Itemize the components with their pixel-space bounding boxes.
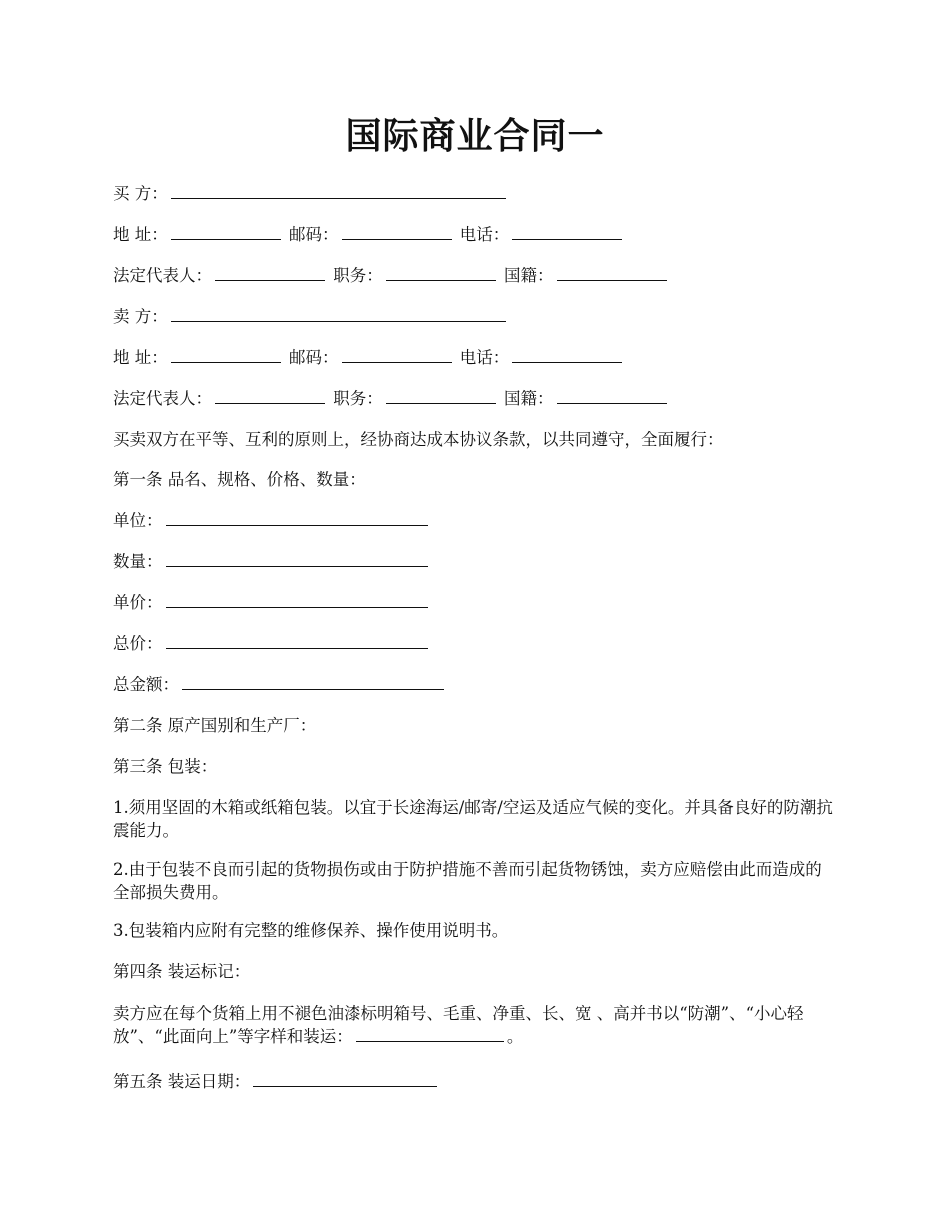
buyer-position-label: 职务： — [333, 266, 383, 285]
unit-price-blank — [166, 592, 428, 608]
seller-label: 卖 方： — [113, 307, 168, 326]
buyer-position-blank — [386, 265, 496, 281]
buyer-address-blank — [171, 224, 281, 240]
page-title: 国际商业合同一 — [345, 115, 605, 157]
buyer-line — [113, 183, 509, 205]
seller-nationality-blank — [557, 388, 667, 404]
buyer-rep-blank — [215, 265, 325, 281]
article3-heading: 第三条 包装： — [113, 757, 218, 776]
shipping-mark-blank — [356, 1026, 504, 1042]
seller-address-line — [113, 347, 625, 369]
buyer-label: 买 方： — [113, 184, 168, 203]
total-price-label: 总价： — [113, 634, 163, 653]
quantity-line — [113, 551, 431, 573]
shipping-mark-text: 卖方应在每个货箱上用不褪色油漆标明箱号、毛重、净重、长、宽 、高并书以“防潮”、“小心轻放”、“此面向上”等字样和装运： — [113, 1004, 804, 1046]
shipment-date-blank — [253, 1071, 437, 1087]
article4-heading: 第四条 装运标记： — [113, 962, 251, 981]
total-amount-label: 总金额： — [113, 675, 179, 694]
seller-postcode-blank — [342, 347, 452, 363]
seller-blank — [171, 306, 506, 322]
seller-rep-label: 法定代表人： — [113, 389, 212, 408]
article5-heading: 第五条 装运日期： — [113, 1072, 251, 1091]
buyer-rep-line — [113, 265, 670, 287]
packaging-item-3: 3.包装箱内应附有完整的维修保养、操作使用说明书。 — [113, 921, 509, 940]
total-price-blank — [166, 633, 428, 649]
shipping-mark-end: 。 — [506, 1027, 524, 1046]
buyer-postcode-blank — [342, 224, 452, 240]
buyer-blank — [171, 183, 506, 199]
seller-rep-blank — [215, 388, 325, 404]
shipment-date-line — [113, 1071, 440, 1093]
seller-address-label: 地 址： — [113, 348, 168, 367]
buyer-address-line — [113, 224, 625, 246]
buyer-rep-label: 法定代表人： — [113, 266, 212, 285]
seller-phone-blank — [512, 347, 622, 363]
packaging-item-1: 1.须用坚固的木箱或纸箱包装。以宜于长途海运/邮寄/空运及适应气候的变化。并具备良好的防潮抗震能力。 — [113, 798, 833, 840]
seller-position-blank — [386, 388, 496, 404]
seller-rep-line — [113, 388, 670, 410]
unit-line — [113, 510, 431, 532]
buyer-nationality-blank — [557, 265, 667, 281]
total-amount-blank — [182, 674, 444, 690]
total-amount-line — [113, 674, 447, 696]
seller-address-blank — [171, 347, 281, 363]
buyer-phone-blank — [512, 224, 622, 240]
seller-postcode-label: 邮码： — [289, 348, 339, 367]
seller-position-label: 职务： — [333, 389, 383, 408]
quantity-label: 数量： — [113, 552, 163, 571]
article2-heading: 第二条 原产国别和生产厂： — [113, 716, 317, 735]
article1-heading: 第一条 品名、规格、价格、数量： — [113, 470, 366, 489]
quantity-blank — [166, 551, 428, 567]
seller-nationality-label: 国籍： — [504, 389, 554, 408]
unit-blank — [166, 510, 428, 526]
buyer-address-label: 地 址： — [113, 225, 168, 244]
intro-paragraph: 买卖双方在平等、互利的原则上，经协商达成本协议条款，以共同遵守，全面履行： — [113, 430, 724, 449]
shipping-mark-paragraph — [113, 1002, 838, 1048]
seller-line — [113, 306, 509, 328]
buyer-postcode-label: 邮码： — [289, 225, 339, 244]
unit-label: 单位： — [113, 511, 163, 530]
total-price-line — [113, 633, 431, 655]
unit-price-line — [113, 592, 431, 614]
buyer-nationality-label: 国籍： — [504, 266, 554, 285]
buyer-phone-label: 电话： — [459, 225, 510, 244]
packaging-item-2: 2.由于包装不良而引起的货物损伤或由于防护措施不善而引起货物锈蚀，卖方应赔偿由此而造成的全部损失费用。 — [113, 860, 822, 902]
seller-phone-label: 电话： — [459, 348, 510, 367]
unit-price-label: 单价： — [113, 593, 163, 612]
